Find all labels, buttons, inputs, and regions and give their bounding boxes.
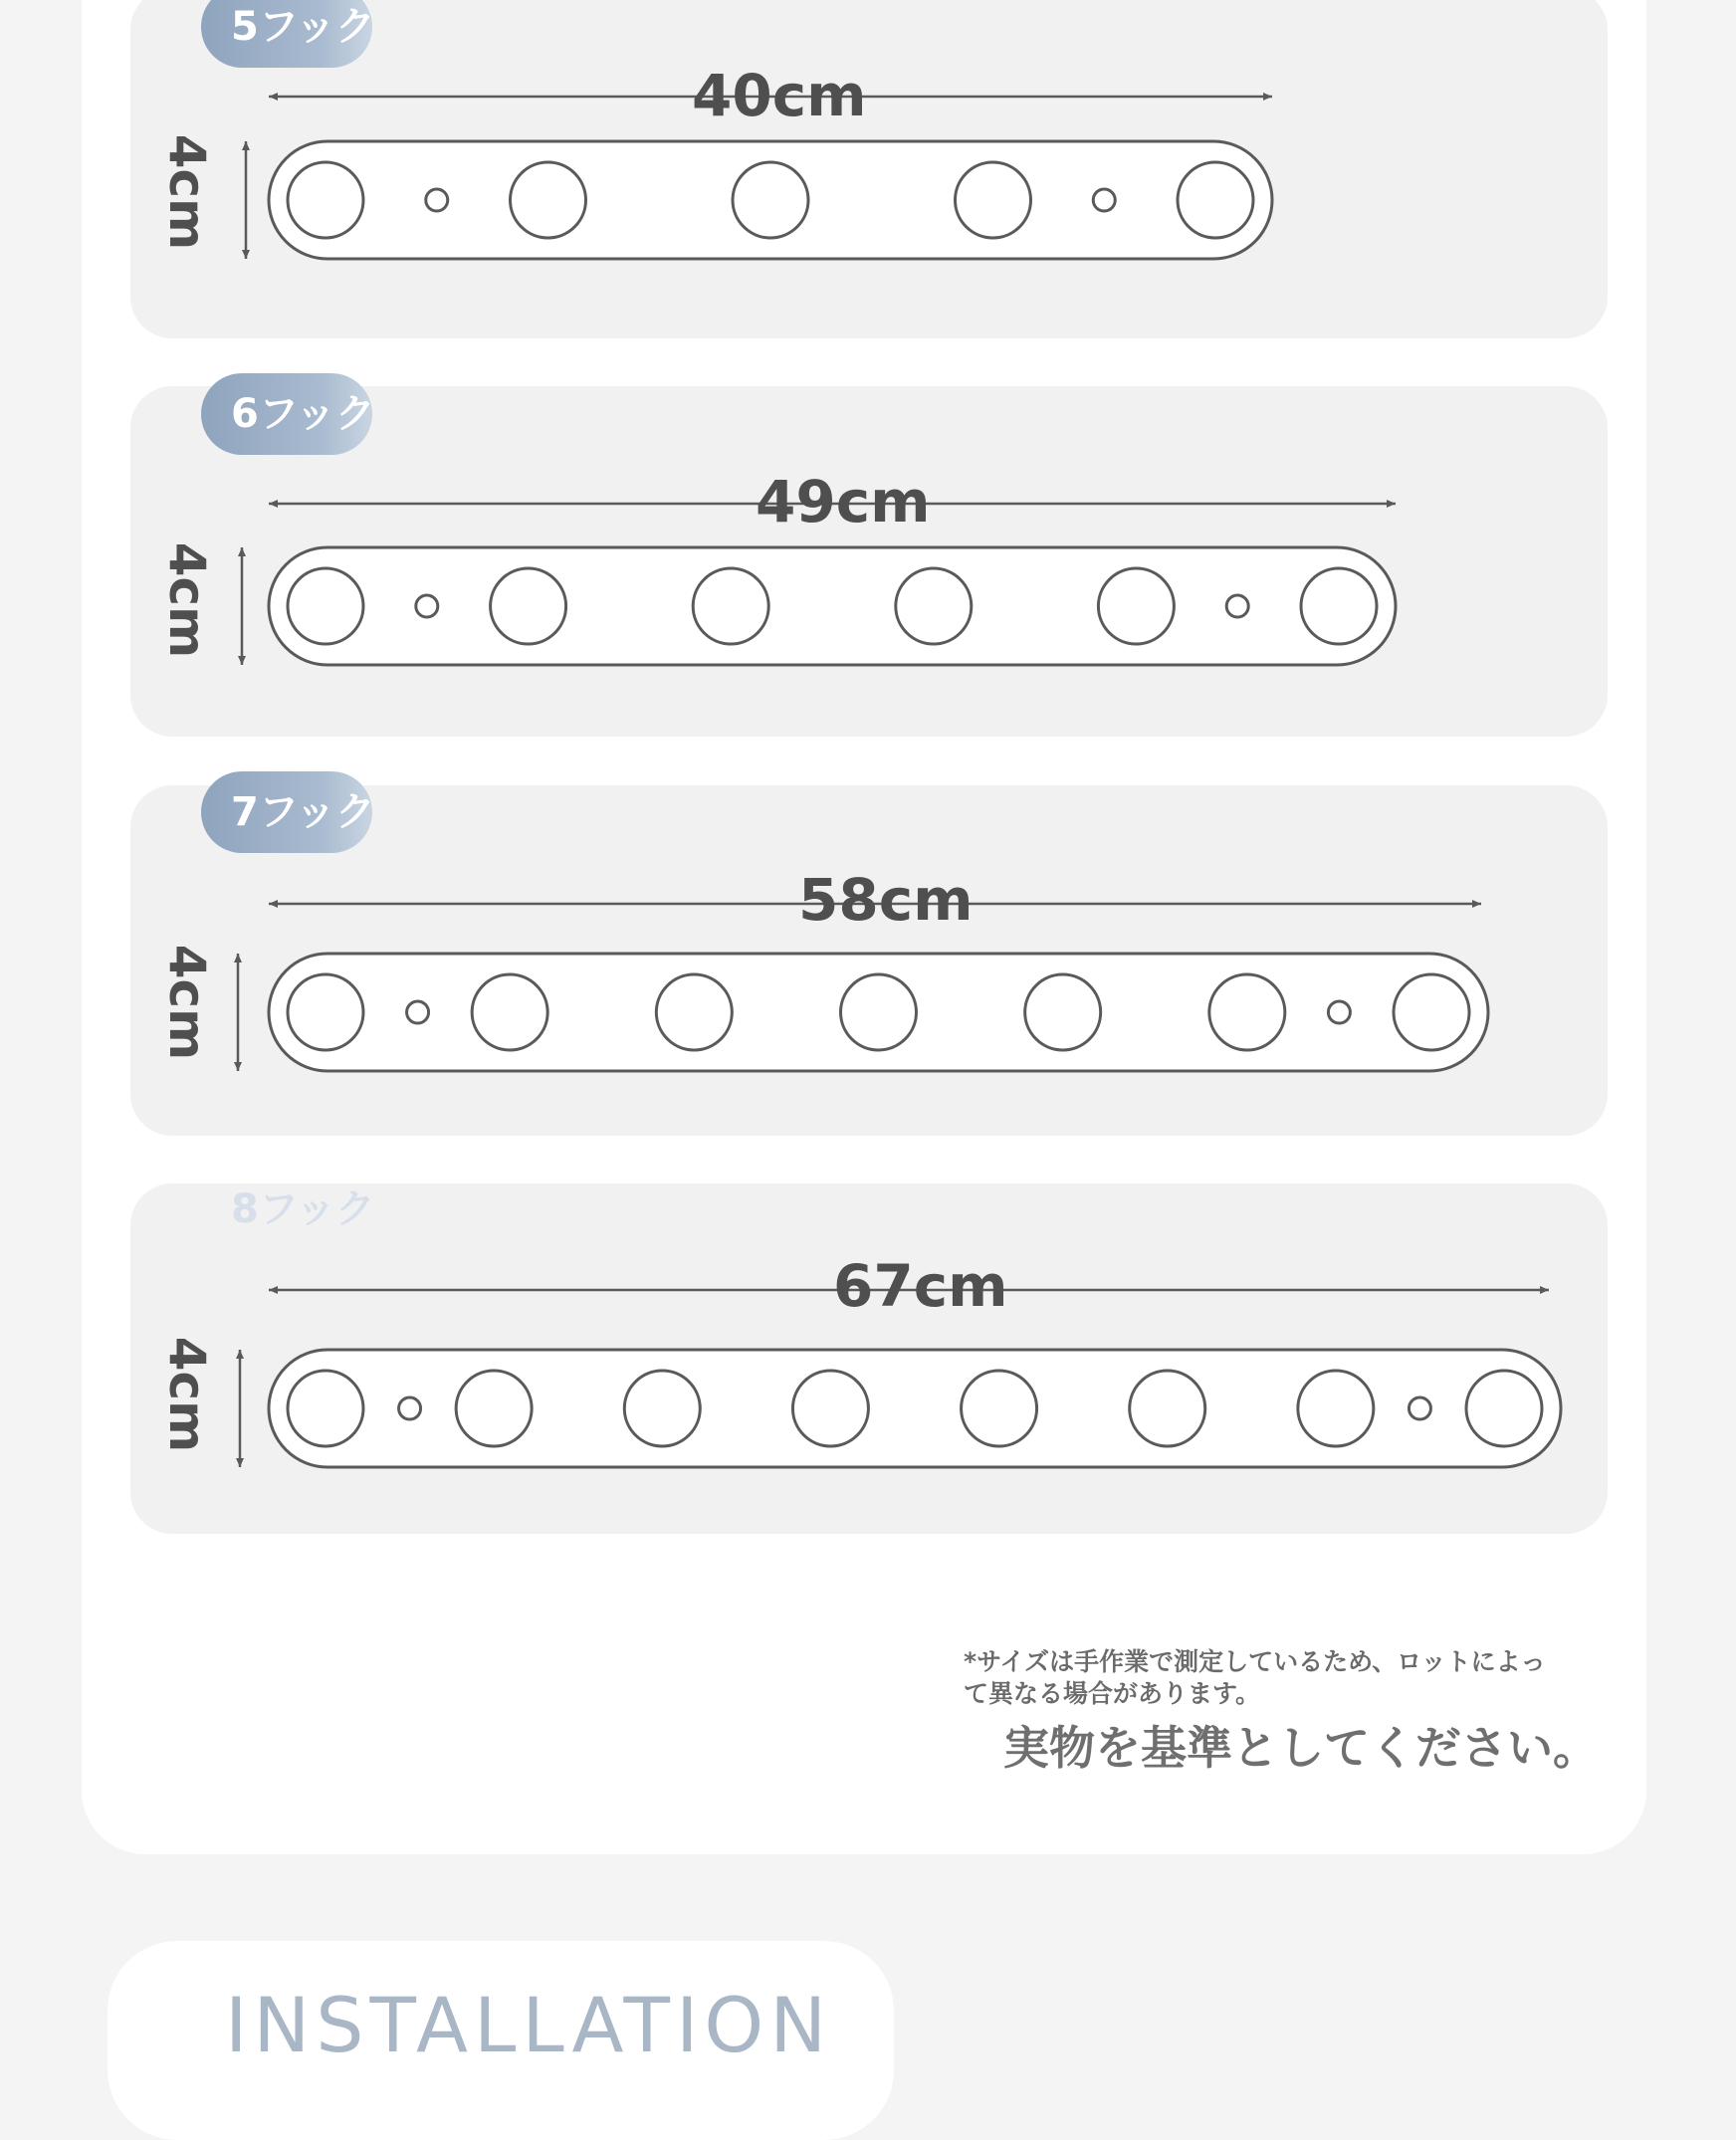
screw-hole	[1328, 1001, 1350, 1023]
width-label-6: 49cm	[756, 468, 931, 535]
hook-hole	[962, 1371, 1037, 1446]
hook-hole	[896, 568, 972, 644]
hook-hole	[656, 974, 732, 1050]
hook-hole	[956, 162, 1031, 238]
hook-hole	[288, 1371, 363, 1446]
hook-hole	[288, 974, 363, 1050]
screw-hole	[416, 595, 438, 617]
hook-hole	[624, 1371, 700, 1446]
height-label-8: 4cm	[158, 1336, 216, 1453]
screw-hole	[1226, 595, 1248, 617]
hook-hole	[1466, 1371, 1542, 1446]
hook-hole	[491, 568, 566, 644]
hook-hole	[841, 974, 917, 1050]
hook-count-badge-6: 6フック	[201, 373, 372, 455]
hook-count-badge-7: 7フック	[201, 771, 372, 853]
hook-hole	[288, 568, 363, 644]
screw-hole	[1093, 189, 1115, 211]
hook-hole	[1301, 568, 1377, 644]
measurement-note: *サイズは手作業で測定しているため、ロットによって異なる場合があります。	[964, 1647, 1546, 1708]
height-label-7: 4cm	[158, 944, 216, 1061]
installation-title: INSTALLATION	[225, 1981, 833, 2069]
hook-hole	[792, 1371, 868, 1446]
hook-hole	[456, 1371, 532, 1446]
screw-hole	[1409, 1397, 1430, 1419]
width-label-8: 67cm	[833, 1252, 1008, 1320]
hook-hole	[1098, 568, 1174, 644]
hook-hole	[1298, 1371, 1374, 1446]
hook-hole	[1178, 162, 1253, 238]
hook-hole	[511, 162, 586, 238]
screw-hole	[399, 1397, 421, 1419]
hook-hole	[1130, 1371, 1205, 1446]
hook-hole	[288, 162, 363, 238]
hook-count-badge-5: 5フック	[201, 0, 372, 68]
width-label-5: 40cm	[692, 62, 867, 129]
width-label-7: 58cm	[798, 866, 974, 934]
hook-hole	[472, 974, 547, 1050]
height-label-5: 4cm	[158, 133, 216, 251]
screw-hole	[407, 1001, 429, 1023]
hook-hole	[1394, 974, 1469, 1050]
hook-hole	[1209, 974, 1285, 1050]
hook-hole	[733, 162, 808, 238]
screw-hole	[426, 189, 448, 211]
hook-hole	[693, 568, 768, 644]
hook-hole	[1025, 974, 1101, 1050]
reference-note: 実物を基準としてください。	[1003, 1721, 1599, 1775]
hook-count-badge-8: 8フック	[231, 1186, 376, 1232]
height-label-6: 4cm	[158, 541, 216, 659]
